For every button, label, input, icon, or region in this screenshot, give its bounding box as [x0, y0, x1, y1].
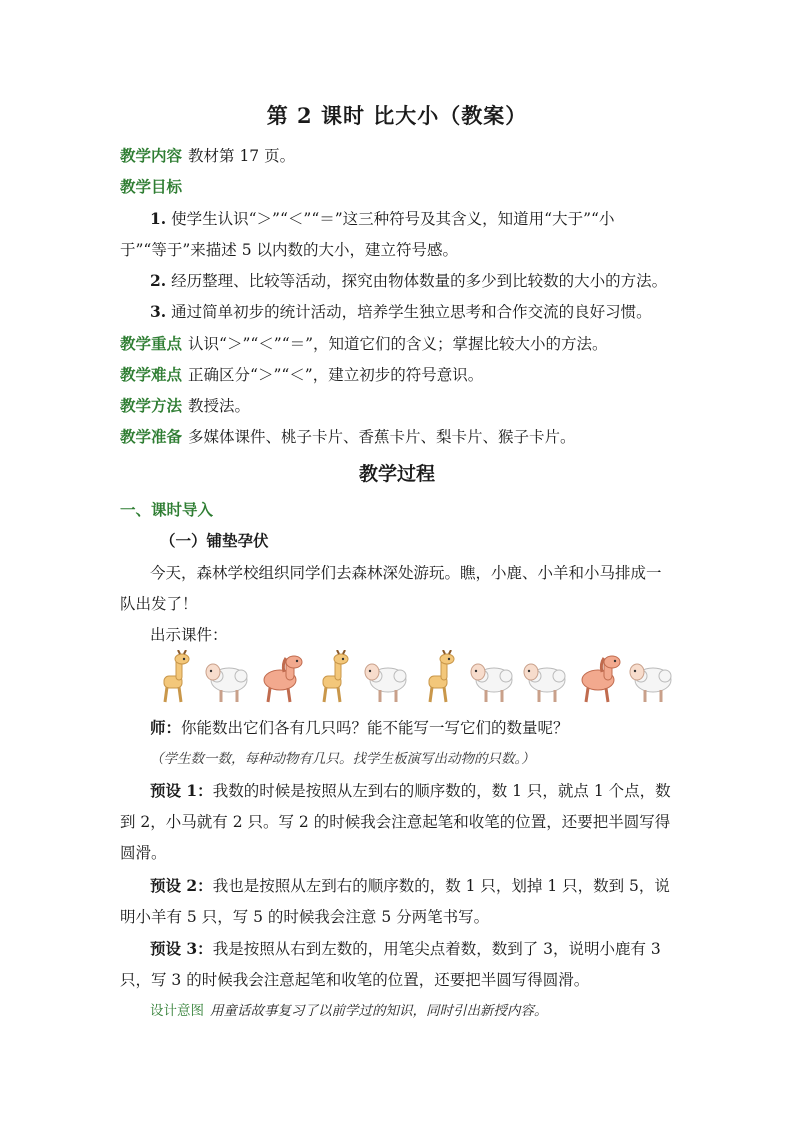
goal-1-text: 使学生认识“＞”“＜”“＝”这三种符号及其含义，知道用“大于”“小	[171, 210, 615, 228]
preset-2-text: 我也是按照从左到右的顺序数的，数 1 只，划掉 1 只，数到 5，说	[212, 877, 670, 895]
content-label: 教学内容	[120, 146, 183, 165]
design-intent-label: 设计意图	[150, 1003, 204, 1019]
key-point-text: 认识“＞”“＜”“＝”，知道它们的含义；掌握比较大小的方法。	[188, 335, 608, 353]
key-point-label: 教学重点	[120, 334, 183, 353]
preset-1-label: 预设 1：	[150, 781, 213, 800]
goal-1-line2	[120, 238, 680, 260]
horse-icon	[574, 650, 624, 706]
intro-line-1: 今天，森林学校组织同学们去森林深处游玩。瞧，小鹿、小羊和小马排成一	[150, 564, 662, 582]
deer-icon	[309, 650, 359, 706]
preset-3-line2: 只，写 3 的时候我会注意起笔和收笔的位置，还要把半圆写得圆滑。	[120, 971, 590, 989]
deer-icon	[415, 650, 465, 706]
goals-heading	[120, 175, 680, 197]
design-intent-row	[150, 999, 680, 1019]
method-text: 教授法。	[188, 397, 251, 415]
deer-icon	[150, 650, 200, 706]
design-intent-text: 用童话故事复习了以前学过的知识，同时引出新授内容。	[210, 1003, 548, 1019]
intro-line-2: 队出发了！	[120, 595, 198, 613]
method-row	[120, 394, 680, 416]
goal-2	[150, 269, 680, 291]
preset-1-line2: 到 2，小马就有 2 只。写 2 的时候我会注意起笔和收笔的位置，还要把半圆写得	[120, 813, 671, 831]
goal-1-line1	[150, 207, 680, 229]
prep-label: 教学准备	[120, 427, 183, 446]
teacher-label: 师：	[150, 718, 182, 737]
sheep-icon	[362, 650, 412, 706]
difficulty-text: 正确区分“＞”“＜”，建立初步的符号意识。	[188, 366, 484, 384]
sheep-icon	[627, 650, 677, 706]
content-text: 教材第 17 页。	[188, 147, 296, 165]
preset-3-label: 预设 3：	[150, 939, 213, 958]
key-point-row	[120, 332, 680, 354]
preset-2-line1	[150, 874, 680, 896]
show-courseware: 出示课件：	[150, 626, 228, 644]
sheep-icon	[203, 650, 253, 706]
prep-text: 多媒体课件、桃子卡片、香蕉卡片、梨卡片、猴子卡片。	[188, 428, 576, 446]
method-label: 教学方法	[120, 396, 183, 415]
difficulty-label: 教学难点	[120, 365, 183, 384]
preset-2-label: 预设 2：	[150, 876, 213, 895]
sheep-icon	[521, 650, 571, 706]
page-title: 第 2 课时 比大小（教案）	[266, 103, 528, 128]
process-heading: 教学过程	[358, 463, 435, 485]
preset-2-line2: 明小羊有 5 只，写 5 的时候我会注意 5 分两笔书写。	[120, 908, 490, 926]
goals-label: 教学目标	[120, 177, 183, 196]
student-note: （学生数一数，每种动物有几只。找学生板演写出动物的只数。）	[150, 751, 535, 767]
goal-2-number: 2.	[150, 271, 167, 290]
animal-lineup	[150, 650, 680, 706]
goal-1-text-cont: 于”“等于”来描述 5 以内数的大小，建立符号感。	[120, 241, 458, 259]
goal-1-number: 1.	[150, 209, 167, 228]
preset-1-text: 我数的时候是按照从左到右的顺序数的，数 1 只，就点 1 个点，数	[212, 782, 671, 800]
goal-3-text: 通过简单初步的统计活动，培养学生独立思考和合作交流的良好习惯。	[171, 303, 652, 321]
teacher-text: 你能数出它们各有几只吗？能不能写一写它们的数量呢？	[181, 719, 569, 737]
goal-2-text: 经历整理、比较等活动，探究由物体数量的多少到比较数的大小的方法。	[171, 272, 668, 290]
goal-3	[150, 300, 680, 322]
preset-1-line1	[150, 779, 680, 801]
difficulty-row	[120, 363, 680, 385]
prep-row	[120, 425, 680, 447]
goal-3-number: 3.	[150, 302, 167, 321]
horse-icon	[256, 650, 306, 706]
preset-3-line1	[150, 937, 680, 959]
preset-3-text: 我是按照从右到左数的，用笔尖点着数，数到了 3，说明小鹿有 3	[212, 940, 661, 958]
teacher-question	[150, 716, 680, 738]
sheep-icon	[468, 650, 518, 706]
preset-1-line3: 圆滑。	[120, 844, 167, 862]
section-1-heading: 一、课时导入	[120, 500, 214, 519]
subsection-1-heading: （一）铺垫孕伏	[160, 531, 269, 550]
content-row	[120, 144, 680, 166]
